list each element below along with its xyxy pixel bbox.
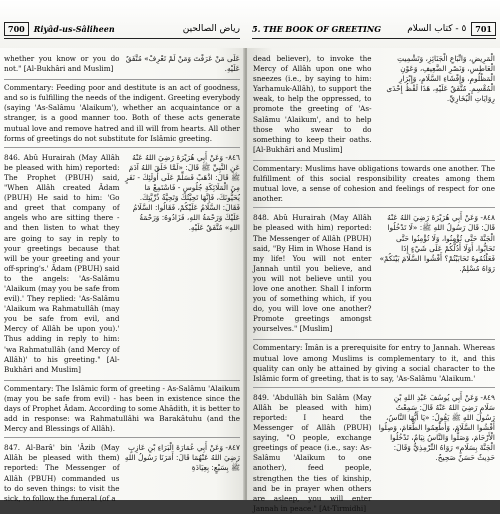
english-text: 847. Al-Barâ' bin 'Âzib (May Allâh be pleased with them) reported: The Messenger of Allâh (PBUH) commanded us to do seven things: to visit the sick, to follow the funeral (of a [4,443,120,503]
english-text: dead believer), to invoke the Mercy of Allâh upon one who sneezes (i.e., by saying to him: Yarhamuk-Allâh), to support the weak, to help the oppressed, to promote the greeting of 'As-Salâmu 'Alaikum', and to help those who swear to do something to keep their oaths. [Al-Bukhâri and Muslim] [253,54,372,154]
right-running-title-arabic: ٥ - كتاب السلام [407,24,467,34]
english-text: whether you know or you do not." [Al-Bukhâri and Muslim] [4,54,120,74]
arabic-text: ٨٤٨- وَعَنْ أَبِي هُرَيْرَةَ رَضِيَ اللهُ عَنْهُ قَالَ: قَالَ رَسُولُ اللهِ ﷺ: «لَا تَدْخُلُوا الْجَنَّةَ حَتَّى تُؤْمِنُوا، وَلَا تُؤْمِنُوا حَتَّى تَحَابُّوا، أَوَلَا أَدُلُّكُمْ عَلَى شَيْءٍ إِذَا فَعَلْتُمُوهُ تَحَابَبْتُمْ؟ أَفْشُوا السَّلَامَ بَيْنَكُمْ» رَوَاهُ مُسْلِمٌ. [379,213,495,273]
english-text: 849. 'Abdullâh bin Salâm (May Allâh be pleased with him) reported: I heard the Messenger of Allâh (PBUH) saying, "O people, exchange greetings of peace (i.e., say: As-Salâmu 'Alaikum to one another), feed people, strengthen the ties of kinship, and be in prayer when others are asleep, you will enter Jannah in peace." [At-Tirmidhi] [253,392,372,513]
hadith-846 [4,153,240,375]
hadith-849 [253,393,495,514]
text-block [253,54,495,155]
hadith-847 [4,443,240,504]
right-page [247,48,500,513]
english-text: 846. Abû Hurairah (May Allâh be pleased with him) reported: The Prophet (PBUH) said, "When Allâh created Âdam (PBUH) He said to him: 'Go and greet that company of angels who are sitting there - and then listen to what they are going to say in reply to your greetings because that will be your greeting and your off-spring's.' Âdam (PBUH) said to the angels: 'As-Salâmu 'Alaikum (may you be safe from evil).' They replied: 'As-Salâmu 'Alaikum wa Rahmatullâh (may you be safe from evil, and Mercy of Allâh be upon you).' Thus adding in reply to him: 'wa Rahmatullâh (and Mercy of Allâh)' to his greeting." [Al-Bukhâri and Muslim] [4,152,120,374]
right-page-header [252,20,496,39]
arabic-text: عَلَى مَنْ عَرَفْتَ وَمَنْ لَمْ تَعْرِفْ» مُتَّفَقٌ عَلَيْهِ. [125,54,240,74]
left-running-title: Riyâd-us-Sâliheen [33,24,115,34]
commentary: Commentary: Muslims have obligations towards one another. The fulfillment of this social responsibility creates among them mutual love, a sense of cohesion and feelings of respect for one another. [253,160,495,208]
commentary: Commentary: The Islâmic form of greeting - As-Salâmu 'Alaikum (may you be safe from evil) - has been in existence since the days of Prophet Âdam. According to some Ahâdith, it is better to add in response: wa Rahmatullâhi wa Barakâtuhu (and the Mercy and Blessings of Allâh). [4,380,240,438]
commentary: Commentary: Feeding poor and destitute is an act of goodness, and so is fulfilling the needs of the indigent. Greeting everybody (saying 'As-Salâmu 'Alaikum'), whether an acquaintance or a stranger, is a good manner too. Both of these acts generate mutual love and remove hatred and ill will from hearts. All other forms of greetings do not substitute for Islâmic greeting. [4,79,240,148]
arabic-text: ٨٤٧- وَعَنْ أَبِي عُمَارَةَ الْبَرَاءِ بْنِ عَازِبٍ رَضِيَ اللهُ عَنْهُمَا قَالَ: أَمَرَنَا رَسُولُ اللهِ ﷺ بِسَبْعٍ: بِعِيَادَةِ [124,443,240,473]
left-page [0,48,245,503]
right-running-title: 5. THE BOOK OF GREETING [252,24,382,34]
arabic-text: ٨٤٩- وَعَنْ أَبِي يُوسُفَ عَبْدِ اللهِ بْنِ سَلَامٍ رَضِيَ اللهُ عَنْهُ قَالَ: سَمِعْتُ رَسُولَ اللهِ ﷺ يَقُولُ: «يَا أَيُّهَا النَّاسُ، أَفْشُوا السَّلَامَ، وَأَطْعِمُوا الطَّعَامَ، وَصِلُوا الْأَرْحَامَ، وَصَلُّوا وَالنَّاسُ نِيَامٌ، تَدْخُلُوا الْجَنَّةَ بِسَلَامٍ» رَوَاهُ التِّرْمِذِيُّ وَقَالَ: حَدِيثٌ حَسَنٌ صَحِيحٌ. [378,392,495,463]
arabic-text: الْمَرِيضِ، وَاتِّبَاعِ الْجَنَائِزِ، وَتَشْمِيتِ الْعَاطِسِ، وَنَصْرِ الضَّعِيفِ، وَعَوْنِ الْمَظْلُومِ، وَإِفْشَاءِ السَّلَامِ، وَإِبْرَارِ الْمُقْسِمِ. مُتَّفَقٌ عَلَيْهِ، هَذَا لَفْظُ إِحْدَى رِوَايَاتِ الْبُخَارِيِّ. [386,54,495,104]
text-block [4,54,240,74]
right-page-number: 701 [471,22,496,36]
left-page-number: 700 [4,22,29,36]
arabic-text: ٨٤٦- وَعَنْ أَبِي هُرَيْرَةَ رَضِيَ اللهُ عَنْهُ عَنِ النَّبِيِّ ﷺ قَالَ: «لَمَّا خَلَقَ اللهُ آدَمَ ﷺ قَالَ: اذْهَبْ فَسَلِّمْ عَلَى أُولَئِكَ - نَفَرٍ مِنَ الْمَلَائِكَةِ جُلُوسٍ - فَاسْتَمِعْ مَا يُحَيُّونَكَ، فَإِنَّهَا تَحِيَّتُكَ وَتَحِيَّةُ ذُرِّيَّتِكَ. فَقَالَ: السَّلَامُ عَلَيْكُمْ، فَقَالُوا: السَّلَامُ عَلَيْكَ وَرَحْمَةُ اللهِ، فَزَادُوهُ: وَرَحْمَةُ اللهِ» مُتَّفَقٌ عَلَيْهِ. [125,152,240,233]
hadith-848 [253,213,495,334]
left-page-header [4,20,240,39]
left-running-title-arabic: رياض الصالحين [182,24,240,34]
english-text: 848. Abû Hurairah (May Allâh be pleased with him) reported: The Messenger of Allâh (PBUH) said, "By Him in Whose Hand is my life! You will not enter Jannah until you believe, and you will not believe until you love one another. Shall I inform you of something which, if you do, you will love one another? Promote greetings amongst yourselves." [Muslim] [253,213,372,334]
commentary: Commentary: Îmân is a prerequisite for entry to Jannah. Whereas mutual love among Muslims is complementary to it, and this quality can only be attained by giving a social character to the Islâmic form of greeting, that is to say, 'As-Salâmu 'Alaikum.' [253,339,495,387]
